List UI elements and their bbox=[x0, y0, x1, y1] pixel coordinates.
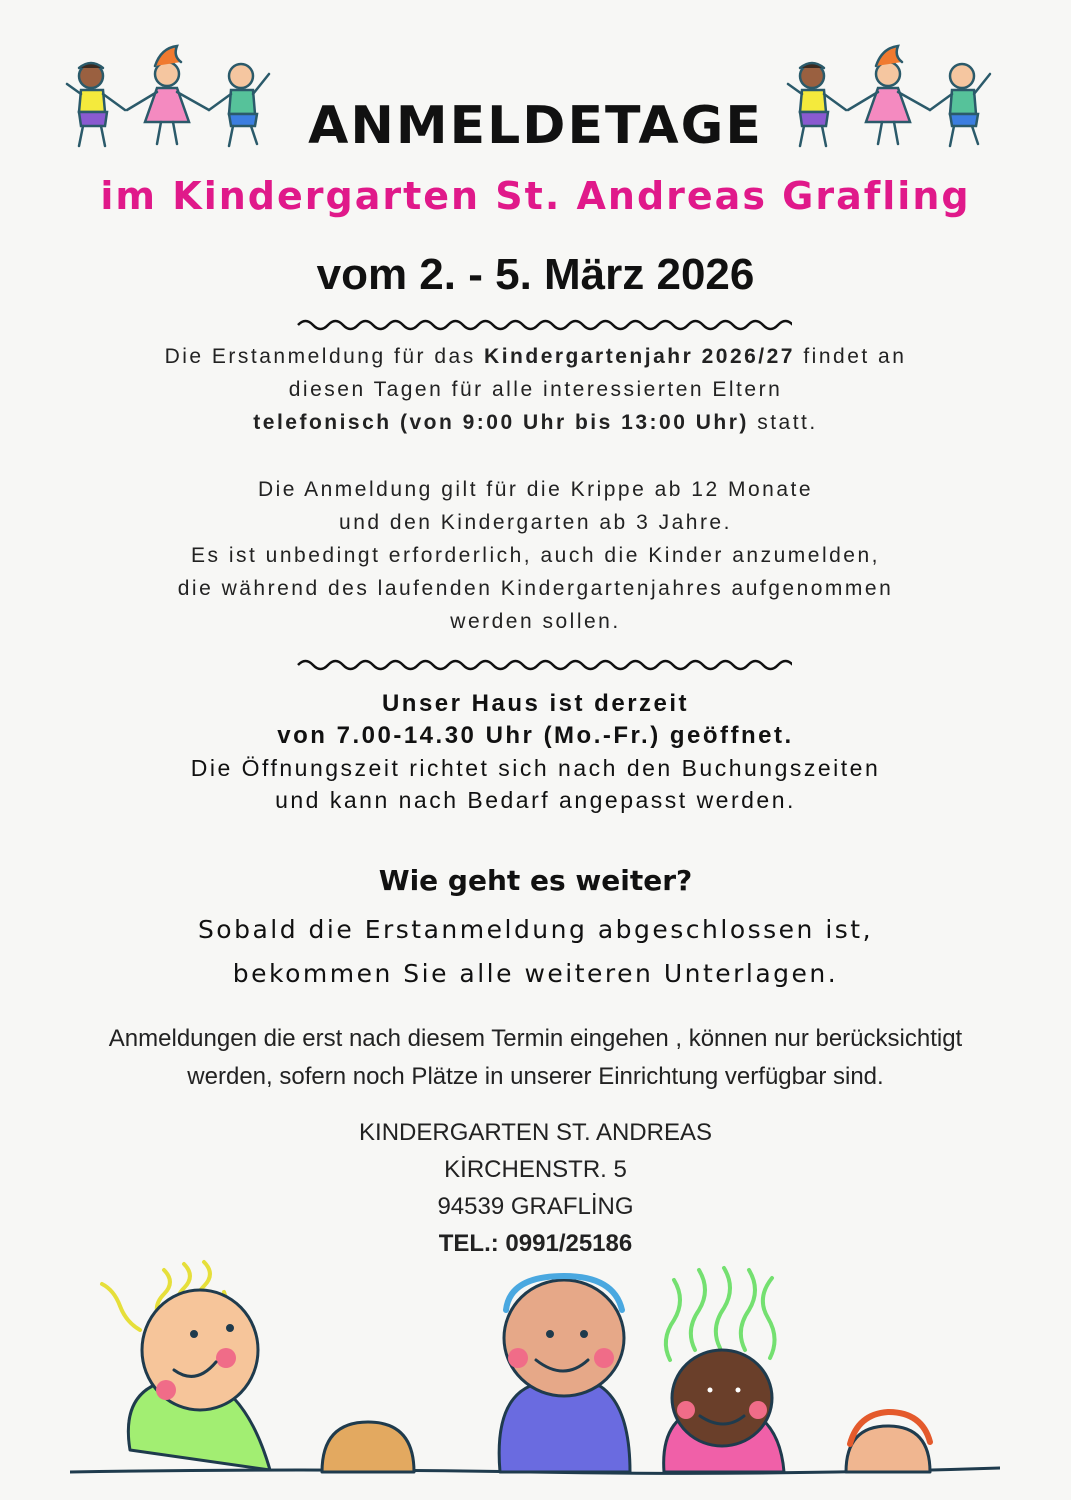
late-registration-notice bbox=[0, 1020, 1071, 1096]
info-line-1: Die Erstanmeldung für das Kindergartenjahr 2026/27 findet an bbox=[164, 345, 907, 368]
next-line-1: Sobald die Erstanmeldung abgeschlossen ist, bbox=[197, 915, 874, 944]
age-line-3: Es ist unbedingt erforderlich, auch die Kinder anzumelden, bbox=[191, 544, 880, 567]
address-name: KINDERGARTEN ST. ANDREAS bbox=[359, 1119, 712, 1146]
age-line-4: die während des laufenden Kindergartenjahres aufgenommen bbox=[177, 577, 894, 600]
next-line-2: bekommen Sie alle weiteren Unterlagen. bbox=[232, 959, 839, 988]
hours-line-4: und kann nach Bedarf angepasst werden. bbox=[275, 787, 796, 813]
registration-info bbox=[0, 340, 1071, 439]
next-steps-title: Wie geht es weiter? bbox=[378, 864, 693, 897]
address-phone[interactable]: TEL.: 0991/25186 bbox=[438, 1230, 633, 1257]
registration-dates: vom 2. - 5. März 2026 bbox=[316, 250, 755, 299]
hours-line-3: Die Öffnungszeit richtet sich nach den Buchungszeiten bbox=[190, 755, 881, 781]
opening-hours bbox=[0, 688, 1071, 816]
late-line-2: werden, sofern noch Plätze in unserer Einrichtung verfügbar sind. bbox=[187, 1063, 884, 1090]
age-line-2: und den Kindergarten ab 3 Jahre. bbox=[339, 511, 732, 534]
hours-line-2: von 7.00-14.30 Uhr (Mo.-Fr.) geöffnet. bbox=[277, 722, 794, 749]
page-subtitle: im Kindergarten St. Andreas Grafling bbox=[100, 174, 971, 218]
info-line-3: telefonisch (von 9:00 Uhr bis 13:00 Uhr) statt. bbox=[253, 411, 818, 434]
hours-line-1: Unser Haus ist derzeit bbox=[381, 690, 690, 717]
age-line-5: werden sollen. bbox=[450, 610, 621, 633]
age-info bbox=[0, 473, 1071, 638]
address-city: 94539 GRAFLİNG bbox=[437, 1193, 634, 1220]
wavy-divider-icon bbox=[296, 656, 792, 674]
address-street: KİRCHENSTR. 5 bbox=[444, 1156, 627, 1183]
wavy-divider-icon bbox=[296, 316, 792, 334]
late-line-1: Anmeldungen die erst nach diesem Termin eingehen , können nur berücksichtigt bbox=[108, 1025, 963, 1052]
smiling-kids-illustration bbox=[70, 1240, 1000, 1492]
page-title: ANMELDETAGE bbox=[308, 96, 763, 156]
next-steps-text bbox=[0, 908, 1071, 996]
info-line-2: diesen Tagen für alle interessierten Eltern bbox=[288, 378, 783, 401]
age-line-1: Die Anmeldung gilt für die Krippe ab 12 Monate bbox=[257, 478, 814, 501]
